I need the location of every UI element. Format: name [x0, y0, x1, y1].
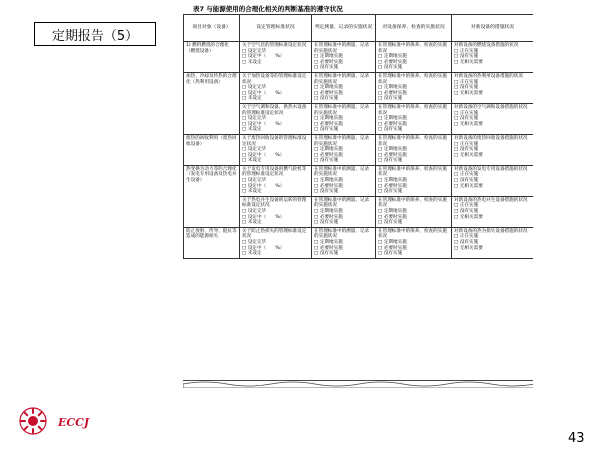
new-equipment-cell [452, 42, 534, 73]
checkbox-option: □ 没有实施 [454, 178, 531, 184]
checkbox-option: □ 必要时实施 [314, 184, 373, 190]
checkbox-option: □ 没有实施 [454, 116, 531, 122]
checkbox-option: □ 定期地实施 [378, 147, 449, 153]
checkbox-option: □ 没有实施 [378, 220, 449, 226]
measurement-cell [312, 196, 376, 227]
standard-cell [240, 134, 312, 165]
checkbox-option: □ 必要时实施 [314, 91, 373, 97]
standard-cell [240, 72, 312, 103]
table-row [184, 42, 534, 73]
checkbox-option: □ 无相关需要 [454, 91, 531, 97]
checkbox-option: □ 定期地实施 [378, 54, 449, 60]
checkbox-option: □ 没有实施 [454, 85, 531, 91]
checkbox-option: □ 定期地实施 [314, 240, 373, 246]
checkbox-option: □ 必要时实施 [378, 184, 449, 190]
question-text: 在管理标准中的保养、检查的实施状况 [378, 135, 447, 147]
question-text: 在管理标准中的保养、检查的实施状况 [378, 197, 447, 209]
measurement-cell [312, 103, 376, 134]
question-text: 对新设备的热电并生设备措施的状况 [454, 197, 528, 203]
row-target-label: 1) 燃料燃烧的合理化（燃烧设备） [184, 42, 240, 73]
checkbox-option: □ 正在实施 [454, 234, 531, 240]
checkbox-option: □ 必要时实施 [314, 60, 373, 66]
new-equipment-cell [452, 165, 534, 196]
torn-page-edge [183, 380, 533, 437]
question-text: 在管理标准中的测量、记录的实施状况 [314, 104, 370, 116]
checkbox-option: □ 定期地实施 [314, 54, 373, 60]
checkbox-option: □ 没有实施 [378, 65, 449, 71]
question-text: 在管理标准中的测量、记录的实施状况 [314, 166, 370, 178]
checkbox-option: □ 无相关需要 [454, 153, 531, 159]
question-text: 在管理标准中的测量、记录的实施状况 [314, 43, 370, 54]
checkbox-option: □ 定期地实施 [314, 147, 373, 153]
question-text: 对新设备的热利用设备措施的状况 [454, 73, 523, 79]
checkbox-option: □ 没有实施 [314, 220, 373, 226]
checkbox-option: □ 设定完毕 [242, 85, 309, 91]
maintenance-cell [376, 134, 452, 165]
maintenance-cell [376, 196, 452, 227]
standard-cell [240, 196, 312, 227]
maintenance-cell [376, 42, 452, 73]
checkbox-option: □ 没有实施 [454, 54, 531, 60]
row-target-label: 加热、冷却及传热的合理化（热利用设备） [184, 72, 240, 134]
row-target-label: 废热的回收利用（废热回收设备） [184, 134, 240, 165]
checkbox-option: □ 必要时实施 [314, 153, 373, 159]
question-text: 关于热电并生设备的运转的管理标准设定状况 [242, 197, 307, 209]
question-text: 在管理标准中的保养、检查的实施状况 [378, 73, 447, 85]
new-equipment-cell [452, 227, 534, 258]
logo-text: ECCJ [58, 416, 90, 429]
checkbox-option: □ 正在实施 [454, 172, 531, 178]
question-text: 关于空气调和设备、供热水设备的管理标准设定状况 [242, 104, 307, 116]
row-target-label: 防止放射、传导、阻抗等造成的能源损失 [184, 227, 240, 258]
table-row [184, 227, 534, 258]
question-text: 关于发电专用设备的燃气轮机等的管理标准设定状况 [242, 166, 307, 178]
eccj-logo [18, 406, 108, 436]
checkbox-option: □ 设定完毕 [242, 178, 309, 184]
maintenance-cell [376, 227, 452, 258]
checkbox-option: □ 没有实施 [314, 251, 373, 257]
checkbox-option: □ 定期地实施 [314, 209, 373, 215]
checkbox-option: □ 定期地实施 [314, 178, 373, 184]
question-text: 在管理标准中的测量、记录的实施状况 [314, 228, 370, 240]
checkbox-option: □ 没有实施 [314, 127, 373, 133]
checkbox-option: □ 设定中（ %） [242, 54, 309, 60]
standard-cell [240, 103, 312, 134]
new-equipment-cell [452, 103, 534, 134]
question-text: 在管理标准中的测量、记录的实施状况 [314, 197, 370, 209]
header-new-equipment: 对新设备的措施状况 [452, 15, 534, 42]
checkbox-option: □ 必要时实施 [378, 246, 449, 252]
checkbox-option: □ 没有实施 [314, 158, 373, 164]
checkbox-option: □ 定期地实施 [378, 116, 449, 122]
measurement-cell [312, 227, 376, 258]
question-text: 对新设备的热为损失设备措施的状况 [454, 228, 528, 234]
question-text: 对新设备的燃烧设备措施的状况 [454, 43, 519, 48]
checkbox-option: □ 未设定 [242, 96, 309, 102]
checkbox-option: □ 必要时实施 [314, 215, 373, 221]
new-equipment-cell [452, 196, 534, 227]
checkbox-option: □ 未设定 [242, 251, 309, 257]
table-row [184, 72, 534, 103]
checkbox-option: □ 设定完毕 [242, 116, 309, 122]
checkbox-option: □ 定期地实施 [378, 178, 449, 184]
checkbox-option: □ 没有实施 [378, 127, 449, 133]
checkbox-option: □ 必要时实施 [378, 122, 449, 128]
table-row [184, 165, 534, 196]
checkbox-option: □ 设定中（ %） [242, 184, 309, 190]
checkbox-option: □ 定期地实施 [378, 209, 449, 215]
question-text: 在管理标准中的保养、检查的实施状况 [378, 43, 447, 54]
standard-cell [240, 227, 312, 258]
checkbox-option: □ 必要时实施 [314, 246, 373, 252]
checkbox-option: □ 没有实施 [314, 65, 373, 71]
question-text: 在管理标准中的测量、记录的实施状况 [314, 135, 370, 147]
checkbox-option: □ 设定完毕 [242, 209, 309, 215]
row-target-label: 热变换为动力等的合理化（发电专用设备及热电并生设备） [184, 165, 240, 227]
slide-heading: 定期报告（5） [34, 22, 156, 46]
question-text: 对新设备的空气调和设备措施的状况 [454, 104, 528, 110]
checkbox-option: □ 未设定 [242, 127, 309, 133]
checkbox-option: □ 没有实施 [378, 189, 449, 195]
checkbox-option: □ 没有实施 [454, 209, 531, 215]
checkbox-option: □ 设定中（ %） [242, 153, 309, 159]
checkbox-option: □ 没有实施 [378, 251, 449, 257]
checkbox-option: □ 没有实施 [314, 96, 373, 102]
checkbox-option: □ 无相关需要 [454, 60, 531, 66]
checkbox-option: □ 正在实施 [454, 142, 531, 148]
checkbox-option: □ 设定完毕 [242, 49, 309, 55]
tear-wave [183, 380, 533, 388]
maintenance-cell [376, 165, 452, 196]
table-row [184, 134, 534, 165]
measurement-cell [312, 165, 376, 196]
measurement-cell [312, 42, 376, 73]
checkbox-option: □ 定期地实施 [378, 240, 449, 246]
checkbox-option: □ 设定中（ %） [242, 122, 309, 128]
checkbox-option: □ 未设定 [242, 60, 309, 66]
compliance-table [183, 14, 533, 259]
checkbox-option: □ 必要时实施 [378, 60, 449, 66]
table-title: 表7 与能源使用的合理化相关的判断基准的遵守状况 [193, 5, 343, 13]
checkbox-option: □ 设定中（ %） [242, 91, 309, 97]
checkbox-option: □ 无相关需要 [454, 122, 531, 128]
header-target: 项目对象（设备） [184, 15, 240, 42]
new-equipment-cell [452, 72, 534, 103]
measurement-cell [312, 134, 376, 165]
checkbox-option: □ 正在实施 [454, 49, 531, 55]
question-text: 对新设备的废热回收设备措施的状况 [454, 135, 528, 141]
checkbox-option: □ 未设定 [242, 220, 309, 226]
checkbox-option: □ 必要时实施 [378, 153, 449, 159]
question-text: 关于废热回收设备的管理标准设定状况 [242, 135, 307, 147]
question-text: 在管理标准中的保养、检查的实施状况 [378, 228, 447, 240]
table-header-row [184, 15, 534, 42]
checkbox-option: □ 未设定 [242, 158, 309, 164]
page-number: 43 [568, 431, 585, 446]
checkbox-option: □ 无相关需要 [454, 215, 531, 221]
sun-emblem-icon [18, 406, 48, 436]
checkbox-option: □ 未设定 [242, 189, 309, 195]
table-body [184, 42, 534, 259]
header-standard: 设定管理标准状况 [240, 15, 312, 42]
checkbox-option: □ 无相关需要 [454, 184, 531, 190]
question-text: 关于防止热损失的管理标准设定状况 [242, 228, 307, 240]
standard-cell [240, 165, 312, 196]
checkbox-option: □ 定期地实施 [378, 85, 449, 91]
measurement-cell [312, 72, 376, 103]
checkbox-option: □ 没有实施 [454, 147, 531, 153]
checkbox-option: □ 没有实施 [378, 158, 449, 164]
checkbox-option: □ 无相关需要 [454, 246, 531, 252]
checkbox-option: □ 没有实施 [314, 189, 373, 195]
question-text: 在管理标准中的保养、检查的实施状况 [378, 166, 447, 178]
checkbox-option: □ 设定中（ %） [242, 246, 309, 252]
checkbox-option: □ 设定中（ %） [242, 215, 309, 221]
question-text: 对新设备的发电专用设备措施的状况 [454, 166, 528, 172]
checkbox-option: □ 正在实施 [454, 111, 531, 117]
new-equipment-cell [452, 134, 534, 165]
maintenance-cell [376, 72, 452, 103]
checkbox-option: □ 必要时实施 [314, 122, 373, 128]
question-text: 关于加热设备等的管理标准设定状况 [242, 73, 307, 85]
checkbox-option: □ 没有实施 [454, 240, 531, 246]
maintenance-cell [376, 103, 452, 134]
checkbox-option: □ 设定完毕 [242, 147, 309, 153]
checkbox-option: □ 定期地实施 [314, 116, 373, 122]
checkbox-option: □ 必要时实施 [378, 91, 449, 97]
checkbox-option: □ 正在实施 [454, 80, 531, 86]
checkbox-option: □ 没有实施 [378, 96, 449, 102]
checkbox-option: □ 必要时实施 [378, 215, 449, 221]
checkbox-option: □ 设定完毕 [242, 240, 309, 246]
checkbox-option: □ 定期地实施 [314, 85, 373, 91]
question-text: 关于空气比的管理标准设定状况 [242, 43, 307, 48]
question-text: 在管理标准中的测量、记录的实施状况 [314, 73, 370, 85]
header-measurement: 判定测量、记录的实施状况 [312, 15, 376, 42]
header-maintenance: 对设备保养、检查的实施状况 [376, 15, 452, 42]
checkbox-option: □ 正在实施 [454, 203, 531, 209]
standard-cell [240, 42, 312, 73]
question-text: 在管理标准中的保养、检查的实施状况 [378, 104, 447, 116]
